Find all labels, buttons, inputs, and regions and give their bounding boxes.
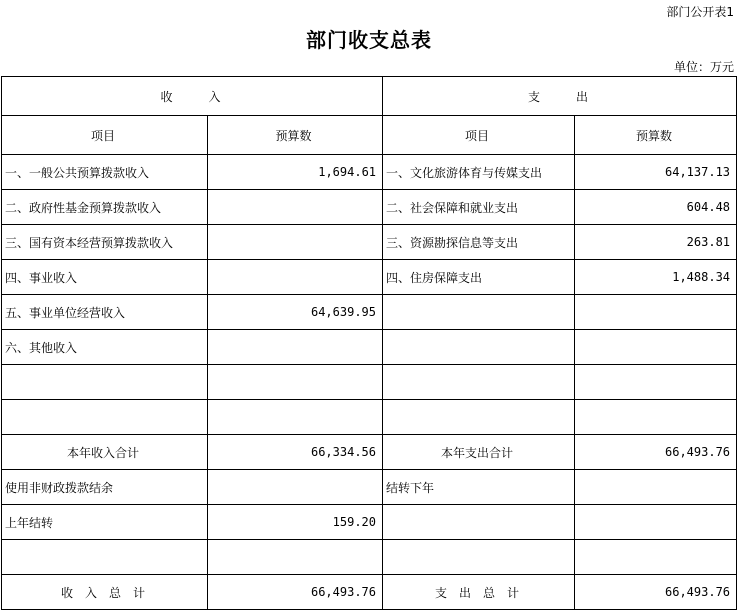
income-value (208, 330, 383, 365)
income-value (208, 400, 383, 435)
page-title: 部门收支总表 (306, 28, 432, 52)
expense-value: 1,488.34 (575, 260, 737, 295)
budget-summary-table (1, 76, 737, 610)
income-value: 1,694.61 (208, 155, 383, 190)
income-item: 上年结转 (2, 505, 208, 540)
expense-item-column-header: 项目 (383, 116, 575, 155)
income-budget-column-header: 预算数 (208, 116, 383, 155)
income-item: 六、其他收入 (2, 330, 208, 365)
expense-item: 一、文化旅游体育与传媒支出 (383, 155, 575, 190)
column-header-row (2, 116, 737, 155)
expense-item (383, 295, 575, 330)
table-row (2, 155, 737, 190)
table-row (2, 400, 737, 435)
expense-item: 四、住房保障支出 (383, 260, 575, 295)
expense-value (575, 330, 737, 365)
expense-subtotal-label: 本年支出合计 (383, 435, 575, 470)
expense-subtotal-value: 66,493.76 (575, 435, 737, 470)
expense-total-label: 支 出 总 计 (383, 575, 575, 610)
expense-item: 二、社会保障和就业支出 (383, 190, 575, 225)
income-total-value: 66,493.76 (208, 575, 383, 610)
table-row (2, 225, 737, 260)
income-value: 159.20 (208, 505, 383, 540)
expense-item (383, 505, 575, 540)
income-item: 四、事业收入 (2, 260, 208, 295)
income-item: 二、政府性基金预算拨款收入 (2, 190, 208, 225)
table-row (2, 330, 737, 365)
income-value (208, 190, 383, 225)
table-row (2, 365, 737, 400)
table-row (2, 540, 737, 575)
table-row (2, 295, 737, 330)
expense-value: 263.81 (575, 225, 737, 260)
table-number-label: 部门公开表1 (666, 5, 734, 19)
expense-value (575, 295, 737, 330)
expense-value (575, 470, 737, 505)
expense-item (383, 540, 575, 575)
income-item-column-header: 项目 (2, 116, 208, 155)
income-section-header: 收 入 (2, 77, 383, 116)
income-item: 三、国有资本经营预算拨款收入 (2, 225, 208, 260)
expense-value: 604.48 (575, 190, 737, 225)
expense-total-value: 66,493.76 (575, 575, 737, 610)
table-row (2, 470, 737, 505)
table-row (2, 260, 737, 295)
table-row (2, 190, 737, 225)
expense-value: 64,137.13 (575, 155, 737, 190)
expense-item (383, 400, 575, 435)
income-item (2, 400, 208, 435)
income-value (208, 365, 383, 400)
expense-item: 结转下年 (383, 470, 575, 505)
income-value (208, 225, 383, 260)
income-total-label: 收 入 总 计 (2, 575, 208, 610)
expense-value (575, 505, 737, 540)
income-value (208, 540, 383, 575)
income-subtotal-label: 本年收入合计 (2, 435, 208, 470)
expense-value (575, 540, 737, 575)
expense-section-header: 支 出 (383, 77, 737, 116)
section-header-row (2, 77, 737, 116)
income-item: 五、事业单位经营收入 (2, 295, 208, 330)
income-item (2, 365, 208, 400)
total-row (2, 575, 737, 610)
expense-item (383, 365, 575, 400)
expense-value (575, 400, 737, 435)
expense-item (383, 330, 575, 365)
income-subtotal-value: 66,334.56 (208, 435, 383, 470)
income-value (208, 260, 383, 295)
expense-budget-column-header: 预算数 (575, 116, 737, 155)
income-value (208, 470, 383, 505)
income-item (2, 540, 208, 575)
income-value: 64,639.95 (208, 295, 383, 330)
expense-value (575, 365, 737, 400)
subtotal-row (2, 435, 737, 470)
expense-item: 三、资源勘探信息等支出 (383, 225, 575, 260)
income-item: 一、一般公共预算拨款收入 (2, 155, 208, 190)
unit-label: 单位：万元 (673, 60, 734, 74)
income-item: 使用非财政拨款结余 (2, 470, 208, 505)
table-row (2, 505, 737, 540)
